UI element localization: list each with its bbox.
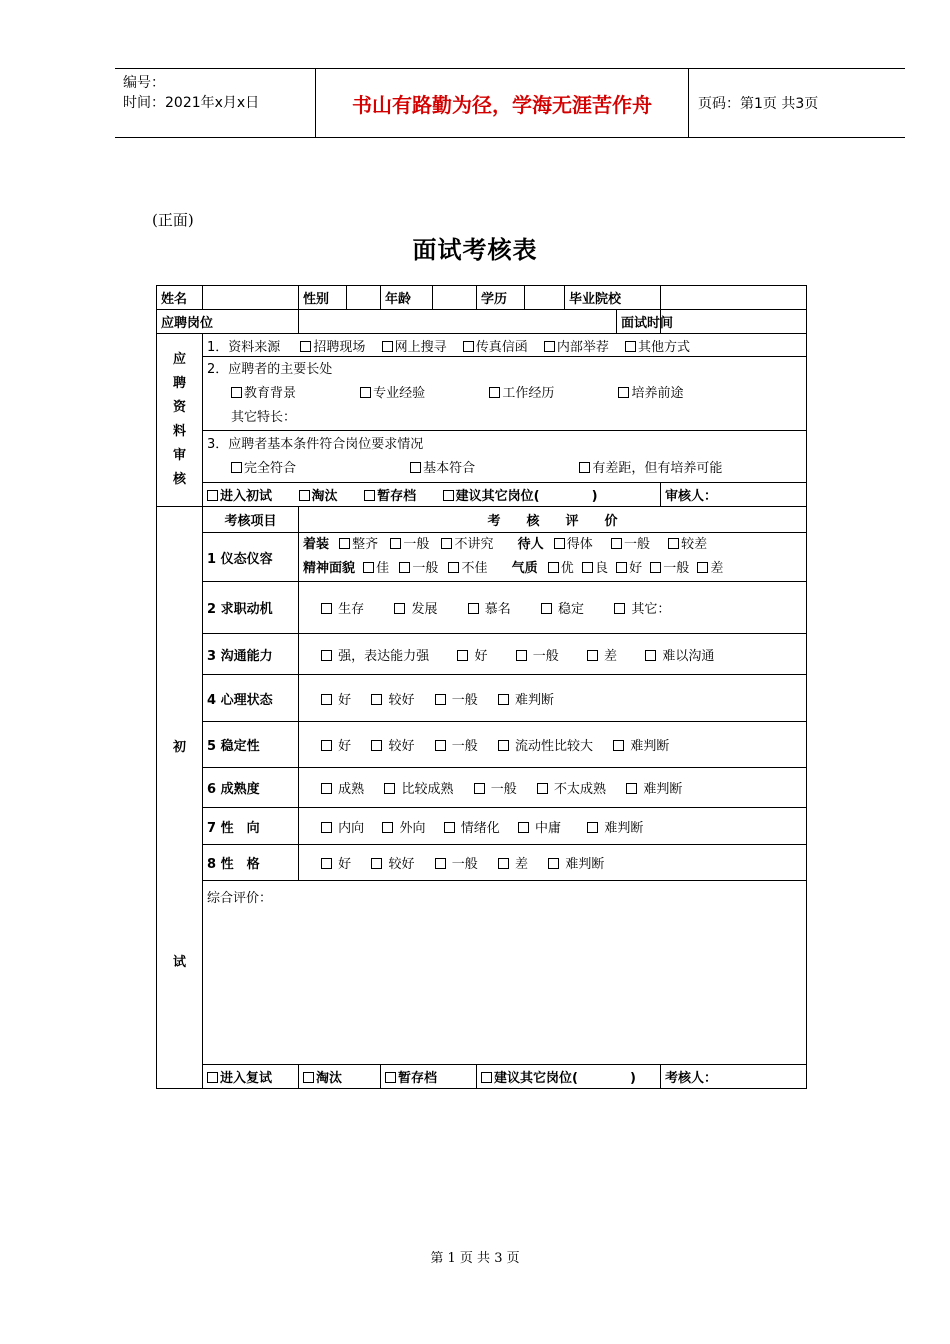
interview-label-bottom: 试 xyxy=(172,954,186,970)
source-row xyxy=(203,334,807,357)
checkbox[interactable] xyxy=(435,740,446,751)
checkbox[interactable] xyxy=(360,387,371,398)
checkbox[interactable] xyxy=(382,341,393,352)
source-label: 1．资料来源 xyxy=(207,339,281,355)
interview-form xyxy=(156,285,807,1089)
page-footer: 第 1 页 共 3 页 xyxy=(430,1251,520,1266)
review-label-char: 核 xyxy=(172,472,186,487)
checkbox[interactable] xyxy=(518,822,529,833)
reviewer-label: 审核人： xyxy=(661,483,807,507)
checkbox[interactable] xyxy=(582,562,593,573)
eval-option[interactable]: 不太成熟 xyxy=(537,782,606,797)
eval-option[interactable]: 好 xyxy=(321,693,351,708)
eval-option[interactable]: 难判断 xyxy=(587,821,643,836)
orientation-options xyxy=(299,808,807,845)
checkbox[interactable] xyxy=(435,694,446,705)
review-label-char: 料 xyxy=(172,424,186,439)
gender-field[interactable] xyxy=(347,286,381,310)
eval-option[interactable]: 佳 xyxy=(363,561,389,576)
checkbox[interactable] xyxy=(626,783,637,794)
checkbox[interactable] xyxy=(489,387,500,398)
eval-option[interactable]: 好 xyxy=(457,649,487,664)
eval-option[interactable]: 比较成熟 xyxy=(384,782,453,797)
checkbox[interactable] xyxy=(614,603,625,614)
review-label-char: 资 xyxy=(172,400,186,415)
match-cell xyxy=(203,431,807,483)
checkbox[interactable] xyxy=(544,341,555,352)
education-field[interactable] xyxy=(525,286,565,310)
assessor-label: 考核人： xyxy=(661,1065,807,1089)
checkbox[interactable] xyxy=(481,1072,492,1083)
checkbox[interactable] xyxy=(321,603,332,614)
stability-options xyxy=(299,722,807,768)
eval-option[interactable]: 较好 xyxy=(371,693,414,708)
character-options xyxy=(299,845,807,881)
decision-option[interactable]: 暂存档 xyxy=(381,1065,477,1089)
checkbox[interactable] xyxy=(399,562,410,573)
decision-option[interactable]: 建议其它岗位( ) xyxy=(477,1065,661,1089)
source-option[interactable]: 招聘现场 xyxy=(300,340,365,355)
eval-option[interactable]: 稳定 xyxy=(541,602,584,617)
match-option[interactable]: 完全符合 xyxy=(231,461,296,476)
checkbox[interactable] xyxy=(384,783,395,794)
checkbox[interactable] xyxy=(616,562,627,573)
eval-option[interactable]: 一般 xyxy=(399,561,438,576)
checkbox[interactable] xyxy=(613,740,624,751)
checkbox[interactable] xyxy=(321,858,332,869)
criterion-label: 5 稳定性 xyxy=(203,722,299,768)
checkbox[interactable] xyxy=(474,783,485,794)
checkbox[interactable] xyxy=(207,490,218,501)
checkbox[interactable] xyxy=(697,562,708,573)
checkbox[interactable] xyxy=(611,538,622,549)
eval-option[interactable]: 难判断 xyxy=(548,857,604,872)
eval-option[interactable]: 较差 xyxy=(668,537,707,552)
eval-option[interactable]: 良 xyxy=(582,561,608,576)
header-divider xyxy=(688,69,689,137)
eval-option[interactable]: 内向 xyxy=(321,821,364,836)
eval-option[interactable]: 不讲究 xyxy=(441,537,493,552)
review-label-char: 审 xyxy=(172,448,186,463)
page-header xyxy=(115,68,905,138)
checkbox[interactable] xyxy=(537,783,548,794)
eval-option[interactable]: 一般 xyxy=(435,693,478,708)
interview-time-field[interactable] xyxy=(661,310,807,334)
strength-option[interactable]: 培养前途 xyxy=(618,386,683,401)
checkbox[interactable] xyxy=(321,822,332,833)
review-section-label xyxy=(157,334,203,507)
checkbox[interactable] xyxy=(363,562,374,573)
education-label: 学历 xyxy=(477,286,525,310)
decision-option[interactable]: 建议其它岗位( ) xyxy=(443,489,598,504)
checkbox[interactable] xyxy=(645,650,656,661)
criterion-label: 1 仪态仪容 xyxy=(203,533,299,582)
age-field[interactable] xyxy=(433,286,477,310)
checkbox[interactable] xyxy=(541,603,552,614)
decision-option[interactable]: 淘汰 xyxy=(299,489,338,504)
appearance-line: 着装 整齐 一般 不讲究 待人 得体 一般 较差 xyxy=(303,537,708,552)
eval-option[interactable]: 差 xyxy=(498,857,528,872)
appearance-line: 精神面貌 佳 一般 不佳 气质 优 良 好 一般 差 xyxy=(303,561,724,576)
eval-option[interactable]: 难判断 xyxy=(626,782,682,797)
match-label: 3．应聘者基本条件符合岗位要求情况 xyxy=(207,436,424,452)
checkbox[interactable] xyxy=(468,603,479,614)
checkbox[interactable] xyxy=(444,822,455,833)
eval-option[interactable]: 慕名 xyxy=(468,602,511,617)
checkbox[interactable] xyxy=(394,603,405,614)
checkbox[interactable] xyxy=(231,462,242,473)
checkbox[interactable] xyxy=(587,650,598,661)
checkbox[interactable] xyxy=(371,740,382,751)
checkbox[interactable] xyxy=(385,1072,396,1083)
checkbox[interactable] xyxy=(618,387,629,398)
checkbox[interactable] xyxy=(498,740,509,751)
checkbox[interactable] xyxy=(371,858,382,869)
mental-state-options xyxy=(299,675,807,722)
eval-option[interactable]: 优 xyxy=(548,561,574,576)
decision-option[interactable]: 进入复试 xyxy=(203,1065,299,1089)
source-option[interactable]: 传真信函 xyxy=(463,340,528,355)
eval-option[interactable]: 中庸 xyxy=(518,821,561,836)
checkbox[interactable] xyxy=(299,490,310,501)
decision-option[interactable]: 淘汰 xyxy=(299,1065,381,1089)
school-field[interactable] xyxy=(661,286,807,310)
criterion-label: 8 性 格 xyxy=(203,845,299,881)
review-decision xyxy=(203,483,661,507)
name-field[interactable] xyxy=(203,286,299,310)
checkbox[interactable] xyxy=(339,538,350,549)
source-option[interactable]: 网上搜寻 xyxy=(382,340,447,355)
eval-option[interactable]: 较好 xyxy=(371,739,414,754)
eval-option[interactable]: 差 xyxy=(587,649,617,664)
interview-section-label xyxy=(157,507,203,1089)
checkbox[interactable] xyxy=(441,538,452,549)
checkbox[interactable] xyxy=(207,1072,218,1083)
eval-option[interactable]: 流动性比较大 xyxy=(498,739,593,754)
eval-option[interactable]: 一般 xyxy=(390,537,429,552)
communication-options xyxy=(299,634,807,675)
front-side-note: (正面) xyxy=(152,211,194,229)
checkbox[interactable] xyxy=(650,562,661,573)
eval-option[interactable]: 较好 xyxy=(371,857,414,872)
summary-label: 综合评价： xyxy=(207,891,273,906)
review-label-char: 聘 xyxy=(172,376,186,391)
eval-option[interactable]: 发展 xyxy=(394,602,437,617)
eval-option[interactable]: 得体 xyxy=(554,537,593,552)
strength-option[interactable]: 教育背景 xyxy=(231,386,296,401)
checkbox[interactable] xyxy=(463,341,474,352)
header-meta xyxy=(123,73,259,113)
eval-option[interactable]: 强，表达能力强 xyxy=(321,649,429,664)
eval-option[interactable]: 好 xyxy=(321,739,351,754)
eval-option[interactable]: 难以沟通 xyxy=(645,649,714,664)
eval-option[interactable]: 好 xyxy=(321,857,351,872)
strengths-cell xyxy=(203,357,807,431)
review-label-char: 应 xyxy=(172,352,186,367)
position-label: 应聘岗位 xyxy=(157,310,299,334)
eval-option[interactable]: 差 xyxy=(697,561,723,576)
checkbox[interactable] xyxy=(410,462,421,473)
criterion-label: 4 心理状态 xyxy=(203,675,299,722)
eval-option[interactable]: 一般 xyxy=(650,561,689,576)
eval-option[interactable]: 难判断 xyxy=(613,739,669,754)
eval-option[interactable]: 好 xyxy=(616,561,642,576)
decision-option[interactable]: 进入初试 xyxy=(207,489,272,504)
interview-time-label: 面试时间 xyxy=(617,310,661,334)
checkbox[interactable] xyxy=(435,858,446,869)
number-label: 编号： xyxy=(123,75,165,91)
eval-option[interactable]: 一般 xyxy=(435,739,478,754)
checkbox[interactable] xyxy=(579,462,590,473)
eval-option[interactable]: 情绪化 xyxy=(444,821,500,836)
strength-option[interactable]: 工作经历 xyxy=(489,386,554,401)
eval-option[interactable]: 一般 xyxy=(435,857,478,872)
checkbox[interactable] xyxy=(554,538,565,549)
appearance-options xyxy=(299,533,807,582)
checkbox[interactable] xyxy=(300,341,311,352)
page-title: 面试考核表 xyxy=(412,236,538,264)
checkbox[interactable] xyxy=(231,387,242,398)
checkbox[interactable] xyxy=(321,783,332,794)
match-option[interactable]: 有差距，但有培养可能 xyxy=(579,461,722,476)
checkbox[interactable] xyxy=(448,562,459,573)
eval-option[interactable]: 外向 xyxy=(382,821,425,836)
summary-field[interactable] xyxy=(203,881,807,1065)
match-option[interactable]: 基本符合 xyxy=(410,461,475,476)
checkbox[interactable] xyxy=(498,694,509,705)
checkbox[interactable] xyxy=(587,822,598,833)
motivation-options xyxy=(299,582,807,634)
checkbox[interactable] xyxy=(443,490,454,501)
checkbox[interactable] xyxy=(668,538,679,549)
checkbox[interactable] xyxy=(516,650,527,661)
gender-label: 性别 xyxy=(299,286,347,310)
school-label: 毕业院校 xyxy=(565,286,661,310)
eval-option[interactable]: 不佳 xyxy=(448,561,487,576)
col-item-header: 考核项目 xyxy=(203,507,299,533)
eval-option[interactable]: 生存 xyxy=(321,602,364,617)
checkbox[interactable] xyxy=(303,1072,314,1083)
checkbox[interactable] xyxy=(321,694,332,705)
eval-option[interactable]: 一般 xyxy=(516,649,559,664)
checkbox[interactable] xyxy=(548,562,559,573)
age-label: 年龄 xyxy=(381,286,433,310)
strengths-label: 2．应聘者的主要长处 xyxy=(207,361,333,377)
checkbox[interactable] xyxy=(321,650,332,661)
eval-option[interactable]: 其它： xyxy=(614,602,670,617)
source-option[interactable]: 内部举荐 xyxy=(544,340,609,355)
checkbox[interactable] xyxy=(457,650,468,661)
time-label: 时间：2021年x月x日 xyxy=(123,95,260,111)
col-eval-header: 考 核 评 价 xyxy=(299,507,807,533)
other-strengths: 其它特长： xyxy=(231,409,297,425)
checkbox[interactable] xyxy=(371,694,382,705)
checkbox[interactable] xyxy=(382,822,393,833)
checkbox[interactable] xyxy=(321,740,332,751)
eval-option[interactable]: 一般 xyxy=(474,782,517,797)
eval-option[interactable]: 成熟 xyxy=(321,782,364,797)
criterion-label: 6 成熟度 xyxy=(203,768,299,808)
decision-option[interactable]: 暂存档 xyxy=(364,489,416,504)
eval-option[interactable]: 一般 xyxy=(611,537,650,552)
checkbox[interactable] xyxy=(625,341,636,352)
strength-option[interactable]: 专业经验 xyxy=(360,386,425,401)
match-options xyxy=(207,457,802,481)
checkbox[interactable] xyxy=(364,490,375,501)
page-indicator: 页码：第1页 共3页 xyxy=(698,96,819,112)
maturity-options xyxy=(299,768,807,808)
checkbox[interactable] xyxy=(548,858,559,869)
criterion-label: 7 性 向 xyxy=(203,808,299,845)
strengths-options xyxy=(207,382,802,406)
position-field[interactable] xyxy=(299,310,617,334)
eval-option[interactable]: 难判断 xyxy=(498,693,554,708)
name-label: 姓名 xyxy=(157,286,203,310)
criterion-label: 3 沟通能力 xyxy=(203,634,299,675)
header-motto: 书山有路勤为径，学海无涯苦作舟 xyxy=(352,92,652,117)
checkbox[interactable] xyxy=(498,858,509,869)
checkbox[interactable] xyxy=(390,538,401,549)
source-option[interactable]: 其他方式 xyxy=(625,340,690,355)
interview-label-top: 初 xyxy=(172,739,186,755)
criterion-label: 2 求职动机 xyxy=(203,582,299,634)
eval-option[interactable]: 整齐 xyxy=(339,537,378,552)
